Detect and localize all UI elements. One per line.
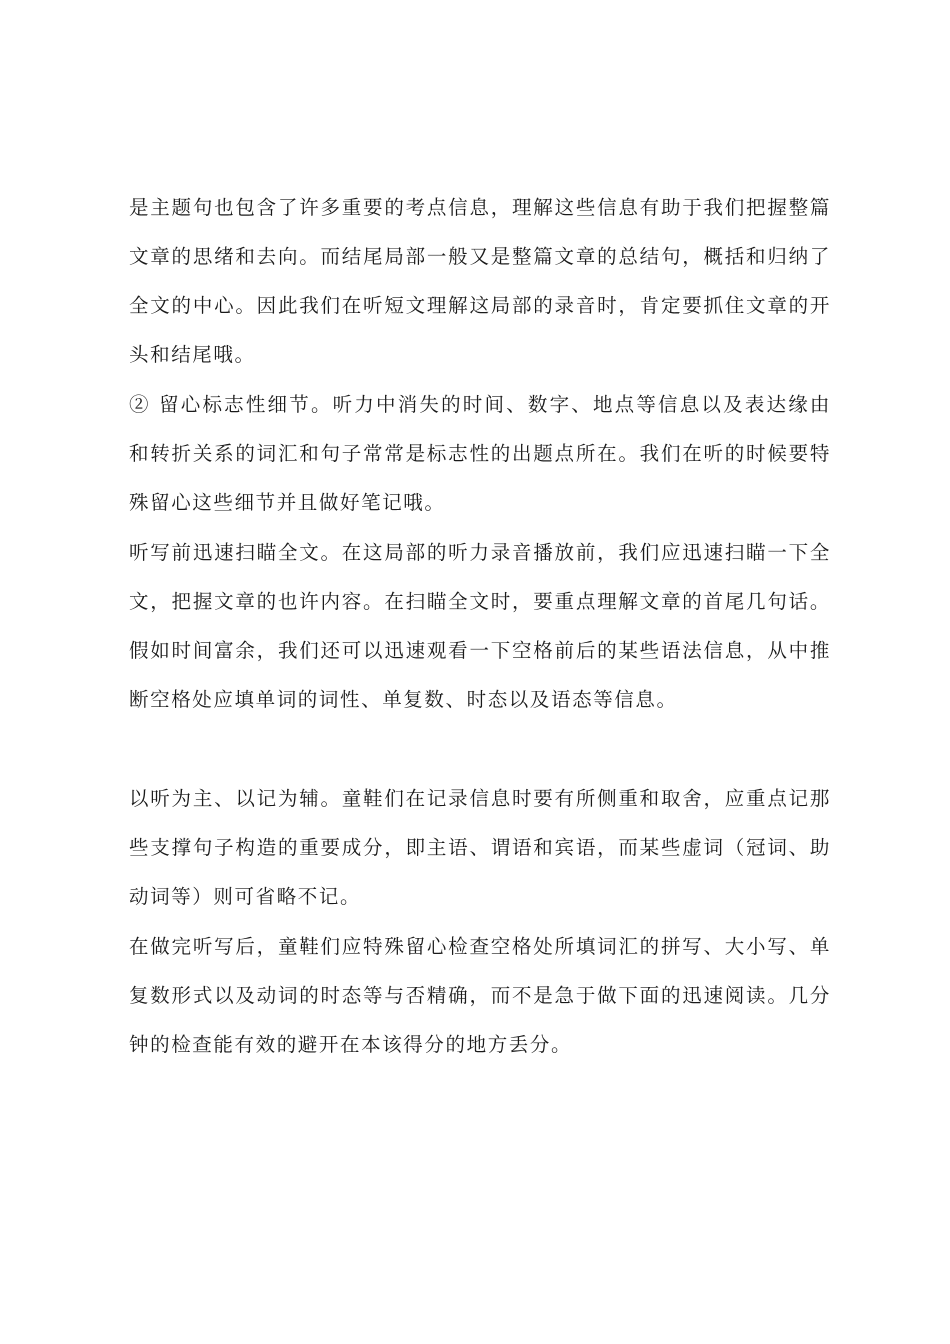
paragraph-signal-details: ② 留心标志性细节。听力中消失的时间、数字、地点等信息以及表达缘由和转折关系的词汇和句子常常是标志性的出题点所在。我们在听的时候要特殊留心这些细节并且做好笔记哦。 bbox=[129, 393, 831, 514]
paragraph-topic-sentence: 是主题句也包含了许多重要的考点信息，理解这些信息有助于我们把握整篇文章的思绪和去向。而结尾局部一般又是整篇文章的总结句，概括和归纳了全文的中心。因此我们在听短文理解这局部的录音时，肯定要抓住文章的开头和结尾哦。 bbox=[129, 196, 831, 366]
paragraph-check-answers: 在做完听写后，童鞋们应特殊留心检查空格处所填词汇的拼写、大小写、单复数形式以及动词的时态等与否精确，而不是急于做下面的迅速阅读。几分钟的检查能有效的避开在本该得分的地方丢分。 bbox=[129, 935, 831, 1056]
document-body bbox=[129, 183, 831, 1056]
paragraph-listen-and-note: 以听为主、以记为辅。童鞋们在记录信息时要有所侧重和取舍，应重点记那些支撑句子构造的重要成分，即主语、谓语和宾语，而某些虚词（冠词、助动词等）则可省略不记。 bbox=[129, 787, 831, 908]
paragraph-scan-full-text: 听写前迅速扫瞄全文。在这局部的听力录音播放前，我们应迅速扫瞄一下全文，把握文章的也许内容。在扫瞄全文时，要重点理解文章的首尾几句话。假如时间富余，我们还可以迅速观看一下空格前后的某些语法信息，从中推断空格处应填单词的词性、单复数、时态以及语态等信息。 bbox=[129, 541, 831, 711]
